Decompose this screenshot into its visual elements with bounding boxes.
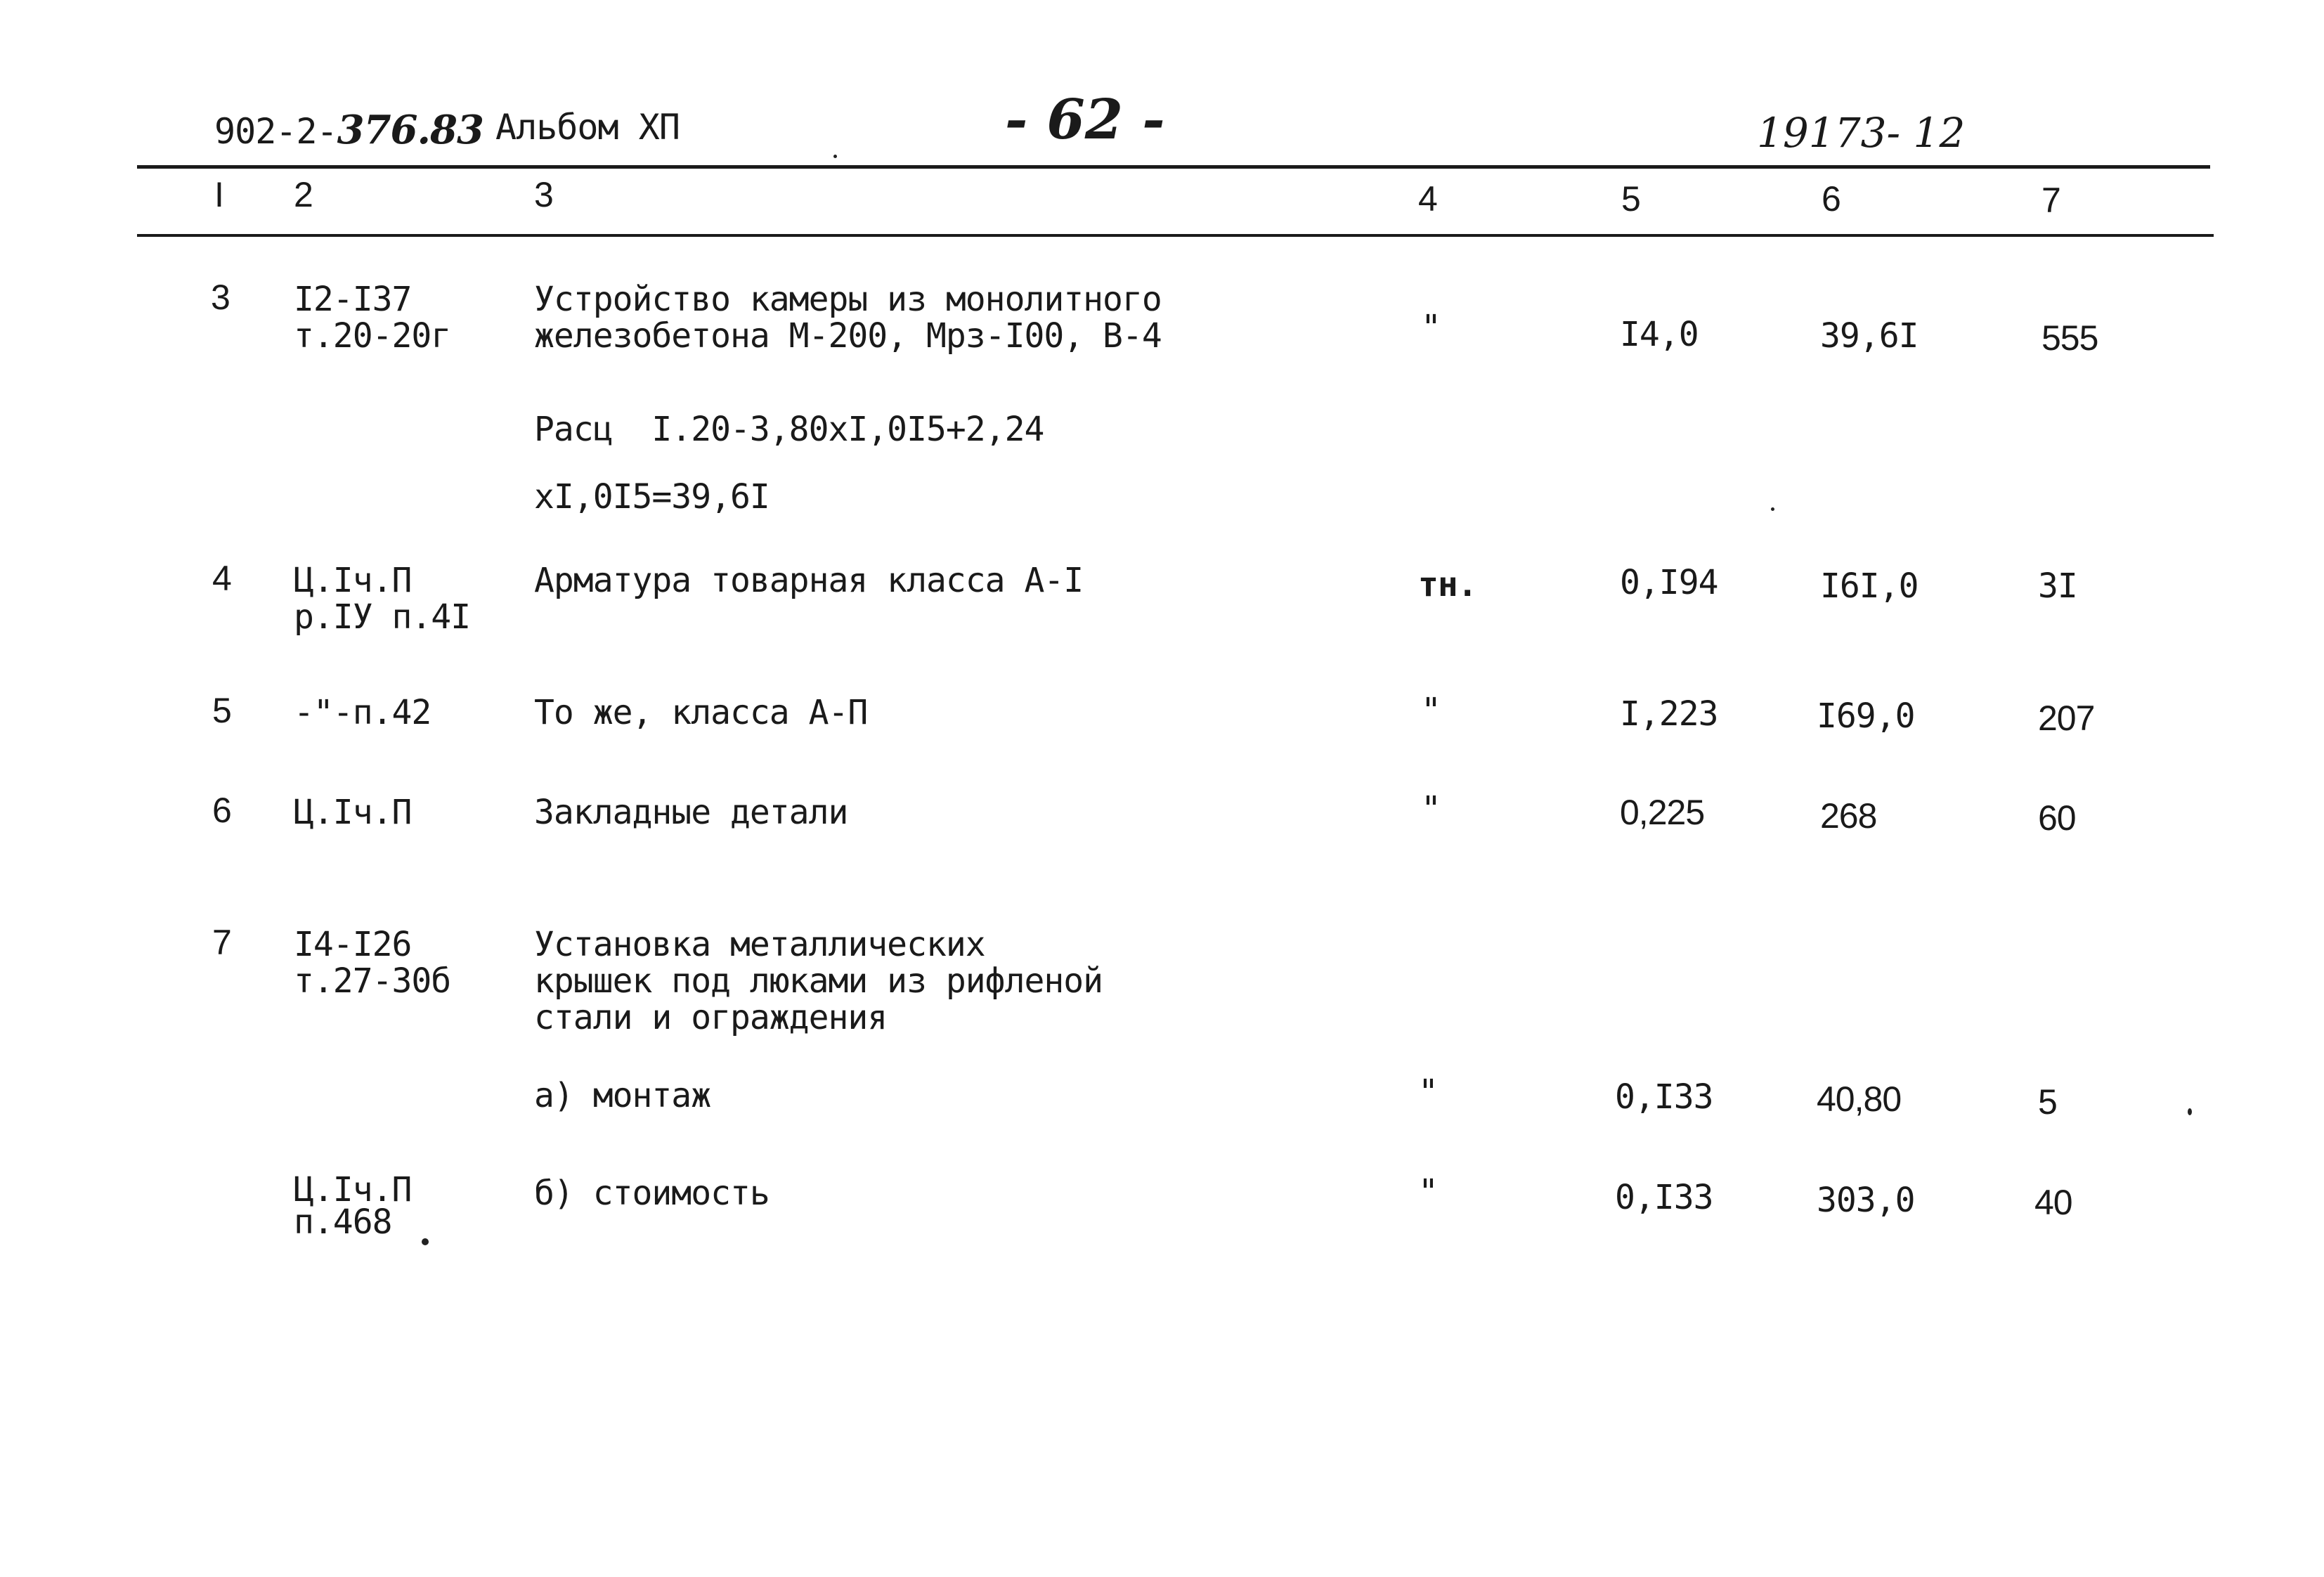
row-quantity: I4,0 bbox=[1620, 315, 1699, 354]
row-unit: " bbox=[1418, 1072, 1438, 1112]
scan-speck bbox=[2188, 1108, 2192, 1115]
row-total: 5 bbox=[2038, 1082, 2057, 1122]
album-title: Альбом XП bbox=[495, 107, 680, 148]
scan-speck bbox=[833, 155, 837, 158]
row-code: Ц.Iч.П bbox=[294, 793, 412, 832]
row-quantity: 0,225 bbox=[1620, 793, 1705, 832]
row-quantity: 0,I33 bbox=[1615, 1178, 1713, 1217]
page-number: - 62 - bbox=[1005, 88, 1165, 152]
row-unit: " bbox=[1418, 1172, 1438, 1212]
col-header-6: 6 bbox=[1822, 179, 1841, 219]
doc-code-handwritten: 376.83 bbox=[337, 107, 483, 153]
row-number: 5 bbox=[212, 691, 231, 730]
col-header-1: I bbox=[214, 175, 224, 214]
row-price: 303,0 bbox=[1817, 1181, 1915, 1220]
col-header-4: 4 bbox=[1418, 179, 1438, 219]
row-price: 39,6I bbox=[1820, 316, 1919, 356]
row-quantity: 0,I94 bbox=[1620, 563, 1718, 602]
row-price: 40,80 bbox=[1817, 1079, 1902, 1119]
doc-code bbox=[214, 107, 483, 153]
row-price: 268 bbox=[1820, 796, 1877, 836]
row-description: Закладные детали bbox=[534, 793, 848, 832]
row-code: I4-I26 т.27-30б bbox=[294, 925, 451, 1001]
row-quantity: I,223 bbox=[1620, 694, 1718, 734]
row-code: Ц.Iч.П р.IУ п.4I bbox=[294, 561, 471, 637]
row-description: Устройство камеры из монолитного железобетона М-200, Мрз-I00, В-4 bbox=[534, 280, 1162, 356]
doc-id: 19173- 12 bbox=[1757, 109, 1966, 157]
doc-code-prefix: 902-2- bbox=[214, 111, 337, 152]
row-total: 555 bbox=[2041, 318, 2098, 358]
row-description: Арматура товарная класса А-I bbox=[534, 561, 1084, 600]
row-description: То же, класса А-П bbox=[534, 693, 868, 732]
row-unit: " bbox=[1421, 691, 1441, 730]
row-total: 60 bbox=[2038, 798, 2076, 838]
row-total: 3I bbox=[2038, 566, 2077, 606]
row-number: 4 bbox=[212, 559, 231, 598]
row-number: 6 bbox=[212, 791, 231, 830]
row-total: 40 bbox=[2034, 1183, 2072, 1222]
row-code: -"-п.42 bbox=[294, 693, 431, 732]
row-unit: " bbox=[1421, 308, 1441, 347]
col-header-7: 7 bbox=[2041, 181, 2061, 220]
scan-speck bbox=[1771, 507, 1774, 511]
row-number: 3 bbox=[211, 278, 230, 317]
col-header-5: 5 bbox=[1621, 179, 1641, 219]
row-description: б) стоимость bbox=[534, 1174, 770, 1213]
header-top-rule bbox=[137, 165, 2210, 169]
row-code: Ц.Iч.П п.468 bbox=[294, 1170, 412, 1242]
row-total: 207 bbox=[2038, 699, 2095, 738]
row-price: I69,0 bbox=[1817, 696, 1915, 736]
row-unit: тн. bbox=[1418, 565, 1477, 604]
row-calculation: Расц I.20-3,80xI,0I5+2,24 xI,0I5=39,6I bbox=[534, 410, 1044, 517]
col-header-3: 3 bbox=[534, 175, 554, 214]
row-code: I2-I37 т.20-20г bbox=[294, 280, 451, 356]
header-bottom-rule bbox=[137, 234, 2214, 237]
row-description: а) монтаж bbox=[534, 1076, 711, 1115]
scan-speck bbox=[422, 1238, 429, 1245]
row-price: I6I,0 bbox=[1820, 566, 1919, 606]
row-number: 7 bbox=[212, 923, 231, 962]
col-header-2: 2 bbox=[294, 175, 313, 214]
row-unit: " bbox=[1421, 789, 1441, 829]
row-quantity: 0,I33 bbox=[1615, 1077, 1713, 1117]
row-description: Установка металлических крышек под люками из рифленой стали и ограждения bbox=[534, 925, 1103, 1037]
